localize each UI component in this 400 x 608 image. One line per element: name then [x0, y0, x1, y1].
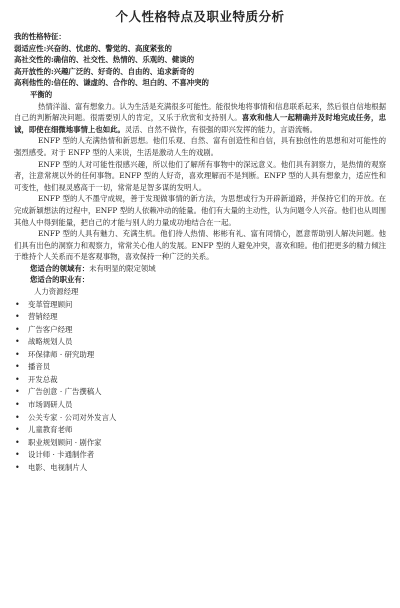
jobs-list [14, 286, 386, 474]
suitable-field-value: 未有明显的限定领域 [89, 263, 156, 273]
job-item: • 儿童教育老师 [14, 424, 386, 437]
paragraph: ENFP 型的人充满热情和新思想。他们乐观、自然、富有创造性和自信，具有独创性的思想和对可能性的强烈感受。对于 ENFP 型的人来说，生活是激动人生的戏剧。 [14, 136, 386, 157]
trait-line: 高开放性的:兴趣广泛的、好奇的、自由的、追求新奇的 [14, 66, 195, 76]
job-item: • 战略规划人员 [14, 336, 386, 349]
paragraph: ENFP 型的人对可能性很感兴趣，所以他们了解所有事物中的深远意义。他们具有洞察力，是热情的观察者，注意常规以外的任何事物。ENFP 型的人好奇，喜欢理解而不是判断。ENFP 型的人具有想象力，适应性和可变性，他们视灵感高于一切，常常是足智多谋的发明人。 [14, 159, 386, 192]
job-item: • 开发总裁 [14, 374, 386, 387]
job-item: • 播音员 [14, 361, 386, 374]
suitable-field-label: 您适合的领域有： [30, 263, 90, 273]
job-item: • 变革管理顾问 [14, 299, 386, 312]
job-item: • 电影、电视制片人 [14, 462, 386, 475]
trait-line: 高利他性的:信任的、谦虚的、合作的、坦白的、不喜冲突的 [14, 78, 209, 88]
job-item: • 市场调研人员 [14, 399, 386, 412]
suitable-jobs-label: 您适合的职业有： [30, 275, 90, 285]
trait-line-extra: 平衡的 [30, 89, 53, 99]
job-item: • 职业规划顾问 · 剧作家 [14, 437, 386, 450]
traits-heading: 我的性格特征： [14, 32, 66, 41]
traits-list [14, 43, 386, 101]
job-item: • 广告创意 · 广告撰稿人 [14, 386, 386, 399]
job-item: • 设计师 · 卡通制作者 [14, 449, 386, 462]
suitable-field [14, 263, 386, 275]
paragraph-bold-text: 喜欢和他人一起精确并及时地完成任务，忠诚，即使在细微地事情上也如此。 [14, 113, 386, 134]
job-item: • 公关专家 · 公司对外发言人 [14, 412, 386, 425]
paragraph-text: 热情洋溢、富有想象力。认为生活是充满很多可能性。能很快地将事情和信息联系起来，然后很自信地根据自己的判断解决问题。很需要别人的肯定，又乐于欣赏和支持别人。 [14, 101, 386, 123]
trait-line: 弱适应性:兴奋的、忧虑的、警觉的、高度紧张的 [14, 43, 172, 53]
job-item: • 广告客户经理 [14, 324, 386, 337]
job-item: • 营销经理 [14, 311, 386, 324]
job-item: 人力资源经理 [34, 287, 79, 297]
page-title: 个人性格特点及职业特质分析 [115, 9, 285, 24]
job-item: • 环保律师 · 研究助理 [14, 349, 386, 362]
paragraph: ENFP 型的人具有魅力、充满生机。他们待人热情、彬彬有礼、富有同情心，愿意帮助别人解决问题。他们具有出色的洞察力和观察力，常常关心他人的发展。ENFP 型的人避免冲突，喜欢和睦。他们把更多的精力倾注于维持个人关系而不是客观事物，喜欢保持一种广泛的关系。 [14, 229, 386, 262]
paragraph-text: 灵活、自然不做作，有很强的即兴发挥的能力，言语流畅。 [124, 124, 318, 134]
paragraph: ENFP 型的人不墨守成规，善于发现做事情的新方法，为思想或行为开辟新道路，并保持它们的开放。在完成新颖想法的过程中，ENFP 型的人依赖冲动的能量。他们有大量的主动性，认为问题令人兴奋。他们也从周围其他人中得到能量，把自己的才能与别人的力量成功地结合在一起。 [14, 194, 386, 227]
trait-line: 高社交性的:确信的、社交性、热情的、乐观的、健谈的 [14, 55, 195, 65]
paragraph [14, 101, 386, 136]
